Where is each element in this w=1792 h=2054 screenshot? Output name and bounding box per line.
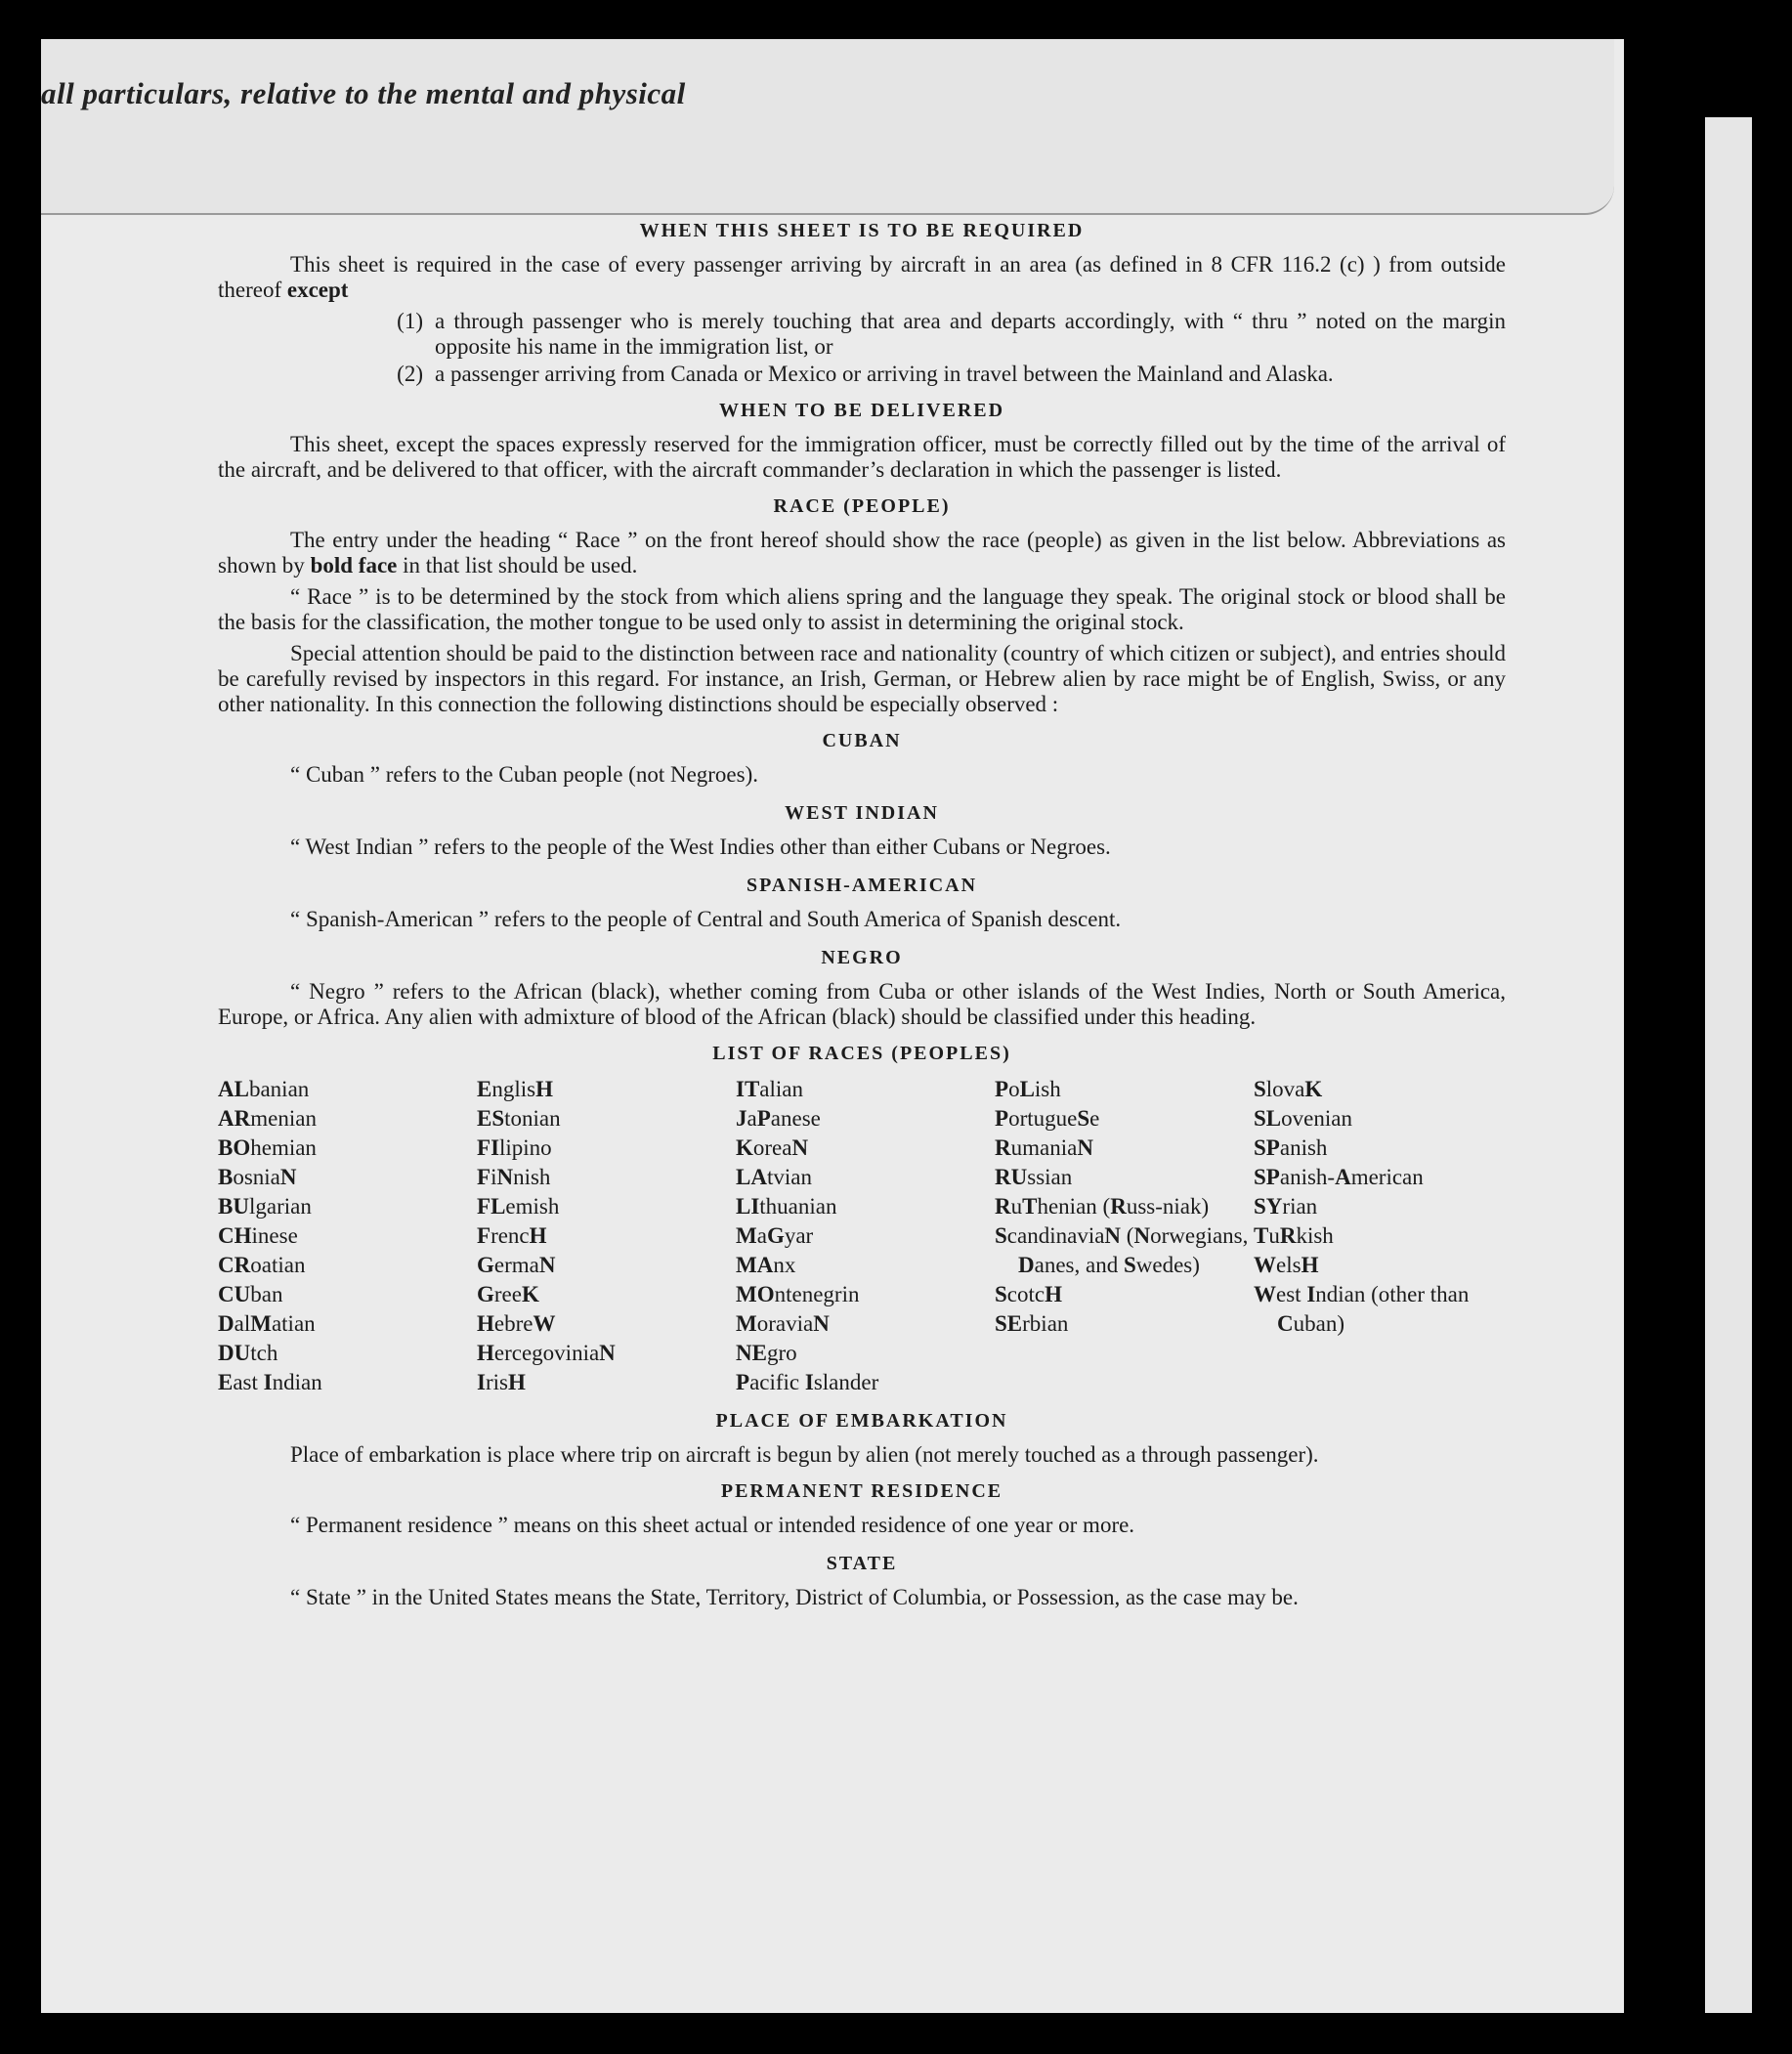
race-entry: CRoatian xyxy=(218,1253,306,1277)
race-entry: RUssian xyxy=(995,1165,1073,1189)
race-entry: MAnx xyxy=(736,1253,796,1277)
heading-delivered: WHEN TO BE DELIVERED xyxy=(718,400,1005,421)
race-entry: West Indian (other than Cuban) xyxy=(1254,1282,1470,1336)
heading-negro: NEGRO xyxy=(821,947,903,968)
race-entry: ScotcH xyxy=(995,1282,1062,1306)
race-paragraph-3: Special attention should be paid to the distinction between race and nationality (country of which citizen or subject), and entries should be carefully revised by inspectors in this regard. For instance, an Irish, German, or Hebrew alien by race might be of English, Swiss, or any other nationality. In this connection the following distinctions should be especially observed : xyxy=(218,641,1506,716)
race-entry: CHinese xyxy=(218,1223,298,1248)
embarkation-text: Place of embarkation is place where trip on aircraft is begun by alien (not merely touched as a through passenger). xyxy=(290,1442,1319,1467)
negro-text: “ Negro ” refers to the African (black), whether coming from Cuba or other islands of the West Indies, North or South America, Europe, or Africa. Any alien with admixture of blood of the African (black) should be classified under this heading. xyxy=(218,979,1506,1029)
race-entry: SPanish xyxy=(1254,1135,1328,1160)
race-entry: WelsH xyxy=(1254,1253,1319,1277)
race-entry: SErbian xyxy=(995,1311,1069,1336)
document-body xyxy=(218,207,1506,1616)
race-entry: IrisH xyxy=(477,1370,526,1394)
race-entry: PortugueSe xyxy=(995,1106,1100,1131)
cuban-text: “ Cuban ” refers to the Cuban people (not Negroes). xyxy=(290,762,759,787)
race-entry: HebreW xyxy=(477,1311,556,1336)
list-item: (1) a through passenger who is merely touching that area and departs accordingly, with “ thru ” noted on the margin opposite his name in the immigration list, or xyxy=(397,309,1506,359)
race-entry: Pacific Islander xyxy=(736,1370,879,1394)
west-indian-text: “ West Indian ” refers to the people of the West Indies other than either Cubans or Negroes. xyxy=(290,834,1111,859)
races-column xyxy=(736,1075,995,1397)
race-entry: GreeK xyxy=(477,1282,539,1306)
race-entry: MoraviaN xyxy=(736,1311,830,1336)
race-entry: FiNnish xyxy=(477,1165,551,1189)
heading-cuban: CUBAN xyxy=(822,730,902,751)
adjacent-page-edge xyxy=(1705,117,1752,2013)
delivered-text: This sheet, except the spaces expressly reserved for the immigration officer, must be correctly filled out by the time of the arrival of the aircraft, and be delivered to that officer, with the aircraft commander’s declaration in which the passenger is listed. xyxy=(218,432,1506,482)
heading-list-of-races: LIST OF RACES (PEOPLES) xyxy=(712,1043,1011,1064)
flap-text: all particulars, relative to the mental and physical xyxy=(41,76,686,110)
race-entry: SYrian xyxy=(1254,1194,1318,1219)
heading-race: RACE (PEOPLE) xyxy=(773,495,951,517)
race-entry: SLovenian xyxy=(1254,1106,1352,1131)
race-entry: DalMatian xyxy=(218,1311,316,1336)
race-entry: TuRkish xyxy=(1254,1223,1334,1248)
race-entry: LIthuanian xyxy=(736,1194,837,1219)
race-entry: FrencH xyxy=(477,1223,547,1248)
race-paragraph-2: “ Race ” is to be determined by the stock from which aliens spring and the language they speak. The original stock or blood shall be the basis for the classification, the mother tongue to be used only to assist in determining the original stock. xyxy=(218,584,1506,634)
races-column xyxy=(218,1075,477,1397)
document-page xyxy=(41,39,1624,2013)
heading-state: STATE xyxy=(826,1553,898,1574)
race-entry: RuThenian (Russ-niak) xyxy=(995,1194,1210,1219)
race-entry: BosniaN xyxy=(218,1165,297,1189)
races-column xyxy=(477,1075,736,1397)
race-entry: CUban xyxy=(218,1282,283,1306)
heading-residence: PERMANENT RESIDENCE xyxy=(720,1480,1003,1502)
race-entry: FLemish xyxy=(477,1194,560,1219)
race-entry: East Indian xyxy=(218,1370,322,1394)
race-paragraph-1: The entry under the heading “ Race ” on the front hereof should show the race (people) as given in the list below. Abbreviations as shown by bold face in that list should be used. xyxy=(218,528,1506,578)
race-entry: LAtvian xyxy=(736,1165,812,1189)
race-entry: JaPanese xyxy=(736,1106,821,1131)
race-entry: NEgro xyxy=(736,1341,797,1365)
races-column xyxy=(995,1075,1254,1397)
spanish-american-text: “ Spanish-American ” refers to the people of Central and South America of Spanish descent. xyxy=(290,907,1122,931)
race-entry: BUlgarian xyxy=(218,1194,312,1219)
residence-text: “ Permanent residence ” means on this sheet actual or intended residence of one year or more. xyxy=(290,1513,1135,1537)
races-column xyxy=(1254,1075,1506,1397)
race-entry: FIlipino xyxy=(477,1135,552,1160)
race-entry: EnglisH xyxy=(477,1077,553,1101)
race-entry: RumaniaN xyxy=(995,1135,1093,1160)
folded-top-flap xyxy=(41,39,1614,215)
races-list xyxy=(218,1075,1506,1397)
race-entry: PoLish xyxy=(995,1077,1061,1101)
race-entry: KoreaN xyxy=(736,1135,809,1160)
list-item: (2) a passenger arriving from Canada or Mexico or arriving in travel between the Mainland and Alaska. xyxy=(397,362,1334,386)
race-entry: MaGyar xyxy=(736,1223,814,1248)
race-entry: ALbanian xyxy=(218,1077,310,1101)
required-intro: This sheet is required in the case of every passenger arriving by aircraft in an area (as defined in 8 CFR 116.2 (c) ) from outside thereof except xyxy=(218,252,1506,302)
heading-west-indian: WEST INDIAN xyxy=(785,802,939,824)
race-entry: MOntenegrin xyxy=(736,1282,860,1306)
race-entry: HercegoviniaN xyxy=(477,1341,616,1365)
heading-embarkation: PLACE OF EMBARKATION xyxy=(715,1410,1008,1432)
race-entry: ARmenian xyxy=(218,1106,317,1131)
race-entry: ITalian xyxy=(736,1077,803,1101)
race-entry: SPanish-American xyxy=(1254,1165,1424,1189)
race-entry: SlovaK xyxy=(1254,1077,1323,1101)
race-entry: ScandinaviaN (Norwegians, Danes, and Swedes) xyxy=(995,1223,1249,1277)
race-entry: GermaN xyxy=(477,1253,556,1277)
race-entry: EStonian xyxy=(477,1106,561,1131)
heading-spanish-american: SPANISH-AMERICAN xyxy=(746,875,978,896)
heading-required: WHEN THIS SHEET IS TO BE REQUIRED xyxy=(639,220,1085,241)
race-entry: DUtch xyxy=(218,1341,278,1365)
state-text: “ State ” in the United States means the State, Territory, District of Columbia, or Possession, as the case may be. xyxy=(290,1585,1299,1609)
race-entry: BOhemian xyxy=(218,1135,317,1160)
